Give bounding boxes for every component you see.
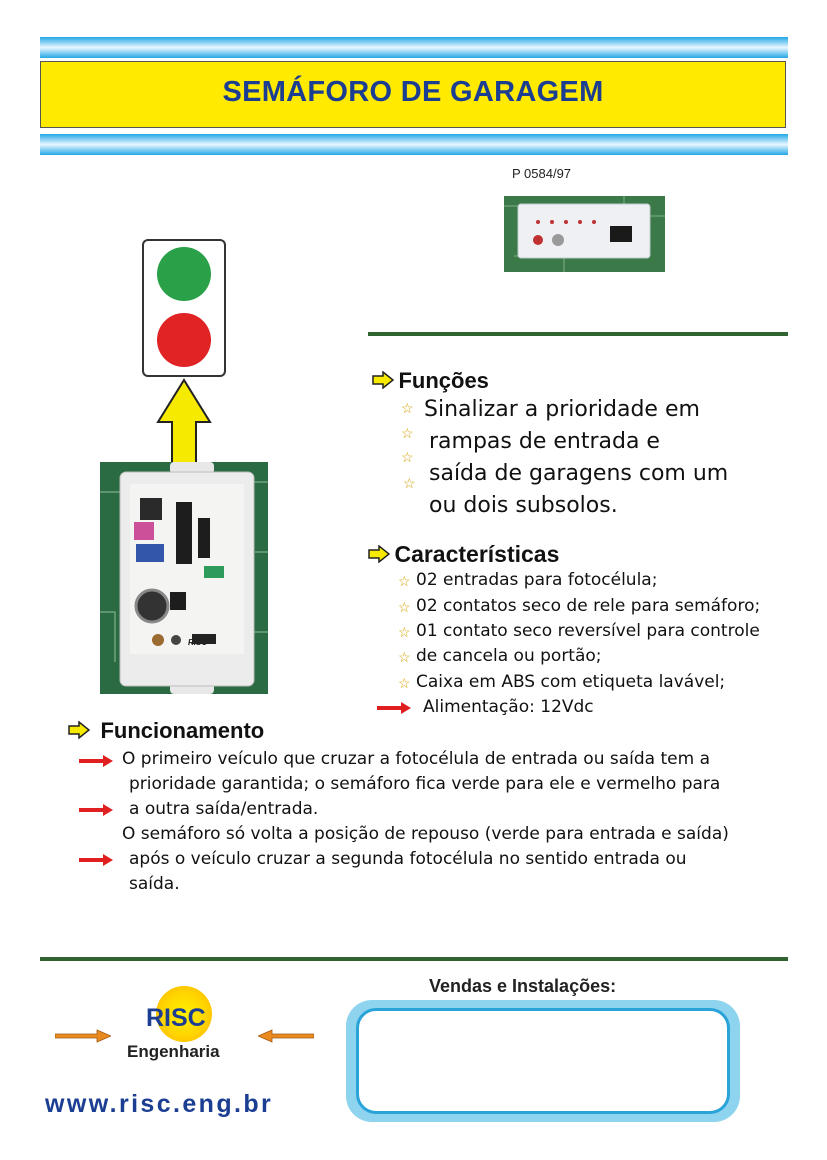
green-light bbox=[157, 247, 211, 301]
star-icon: ☆ bbox=[401, 449, 414, 465]
funcoes-line: saída de garagens com um bbox=[429, 461, 729, 486]
funcionamento-line: prioridade garantida; o semáforo fica verde para ele e vermelho para bbox=[129, 774, 721, 794]
star-icon: ☆ bbox=[398, 599, 411, 615]
section-divider bbox=[368, 332, 788, 336]
star-icon: ☆ bbox=[403, 475, 416, 491]
funcoes-heading: Funções bbox=[398, 368, 489, 393]
board-illustration bbox=[100, 462, 268, 694]
red-light bbox=[157, 313, 211, 367]
funcionamento-line: O primeiro veículo que cruzar a fotocélula de entrada ou saída tem a bbox=[122, 749, 711, 769]
logo-name: RISC bbox=[146, 1004, 206, 1032]
star-icon: ☆ bbox=[398, 675, 411, 691]
red-arrow-icon bbox=[79, 804, 113, 816]
red-arrow-icon bbox=[79, 755, 113, 767]
header-top-bar bbox=[40, 37, 788, 58]
funcionamento-line: saída. bbox=[129, 874, 180, 894]
caracteristica-item: 02 contatos seco de rele para semáforo; bbox=[416, 596, 761, 616]
star-icon: ☆ bbox=[398, 649, 411, 665]
arrow-right-icon bbox=[68, 721, 90, 739]
device-illustration bbox=[504, 196, 665, 272]
funcoes-line: rampas de entrada e bbox=[429, 429, 660, 454]
vendas-label: Vendas e Instalações: bbox=[429, 976, 617, 996]
footer-divider bbox=[40, 957, 788, 961]
arrow-right-icon bbox=[372, 371, 394, 389]
funcionamento-line: O semáforo só volta a posição de repouso (verde para entrada e saída) bbox=[122, 824, 729, 844]
star-icon: ☆ bbox=[398, 573, 411, 589]
funcionamento-line: após o veículo cruzar a segunda fotocélula no sentido entrada ou bbox=[129, 849, 687, 869]
board-photo bbox=[100, 462, 268, 694]
star-icon: ☆ bbox=[398, 624, 411, 640]
caracteristica-item: Alimentação: 12Vdc bbox=[423, 697, 594, 717]
funcoes-section bbox=[372, 368, 489, 394]
red-arrow-icon bbox=[377, 702, 411, 714]
orange-arrow-left-icon bbox=[258, 1029, 314, 1043]
orange-arrow-right-icon bbox=[55, 1029, 111, 1043]
funcionamento-line: a outra saída/entrada. bbox=[129, 799, 319, 819]
page-title: SEMÁFORO DE GARAGEM bbox=[222, 76, 604, 108]
title-banner bbox=[40, 61, 786, 128]
board-label: RISC bbox=[188, 638, 208, 647]
funcoes-line: ou dois subsolos. bbox=[429, 493, 618, 518]
funcionamento-heading: Funcionamento bbox=[100, 718, 265, 743]
star-icon: ☆ bbox=[401, 400, 414, 416]
funcoes-line: Sinalizar a prioridade em bbox=[424, 397, 700, 422]
caracteristicas-section bbox=[368, 541, 559, 568]
website-link[interactable]: www.risc.eng.br bbox=[45, 1090, 274, 1118]
caracteristica-item: de cancela ou portão; bbox=[416, 646, 602, 666]
red-arrow-icon bbox=[79, 854, 113, 866]
funcionamento-section bbox=[68, 718, 264, 744]
arrow-up-icon bbox=[154, 378, 214, 470]
caracteristicas-heading: Características bbox=[394, 541, 560, 567]
caracteristica-item: 02 entradas para fotocélula; bbox=[416, 570, 658, 590]
product-code: P 0584/97 bbox=[512, 166, 572, 181]
caracteristica-item: Caixa em ABS com etiqueta lavável; bbox=[416, 672, 726, 692]
arrow-right-icon bbox=[368, 545, 390, 563]
device-photo bbox=[504, 196, 665, 272]
header-bottom-bar bbox=[40, 134, 788, 155]
logo-subtitle: Engenharia bbox=[127, 1042, 220, 1061]
star-icon: ☆ bbox=[401, 425, 414, 441]
vendas-box bbox=[356, 1008, 730, 1114]
caracteristica-item: 01 contato seco reversível para controle bbox=[416, 621, 760, 641]
